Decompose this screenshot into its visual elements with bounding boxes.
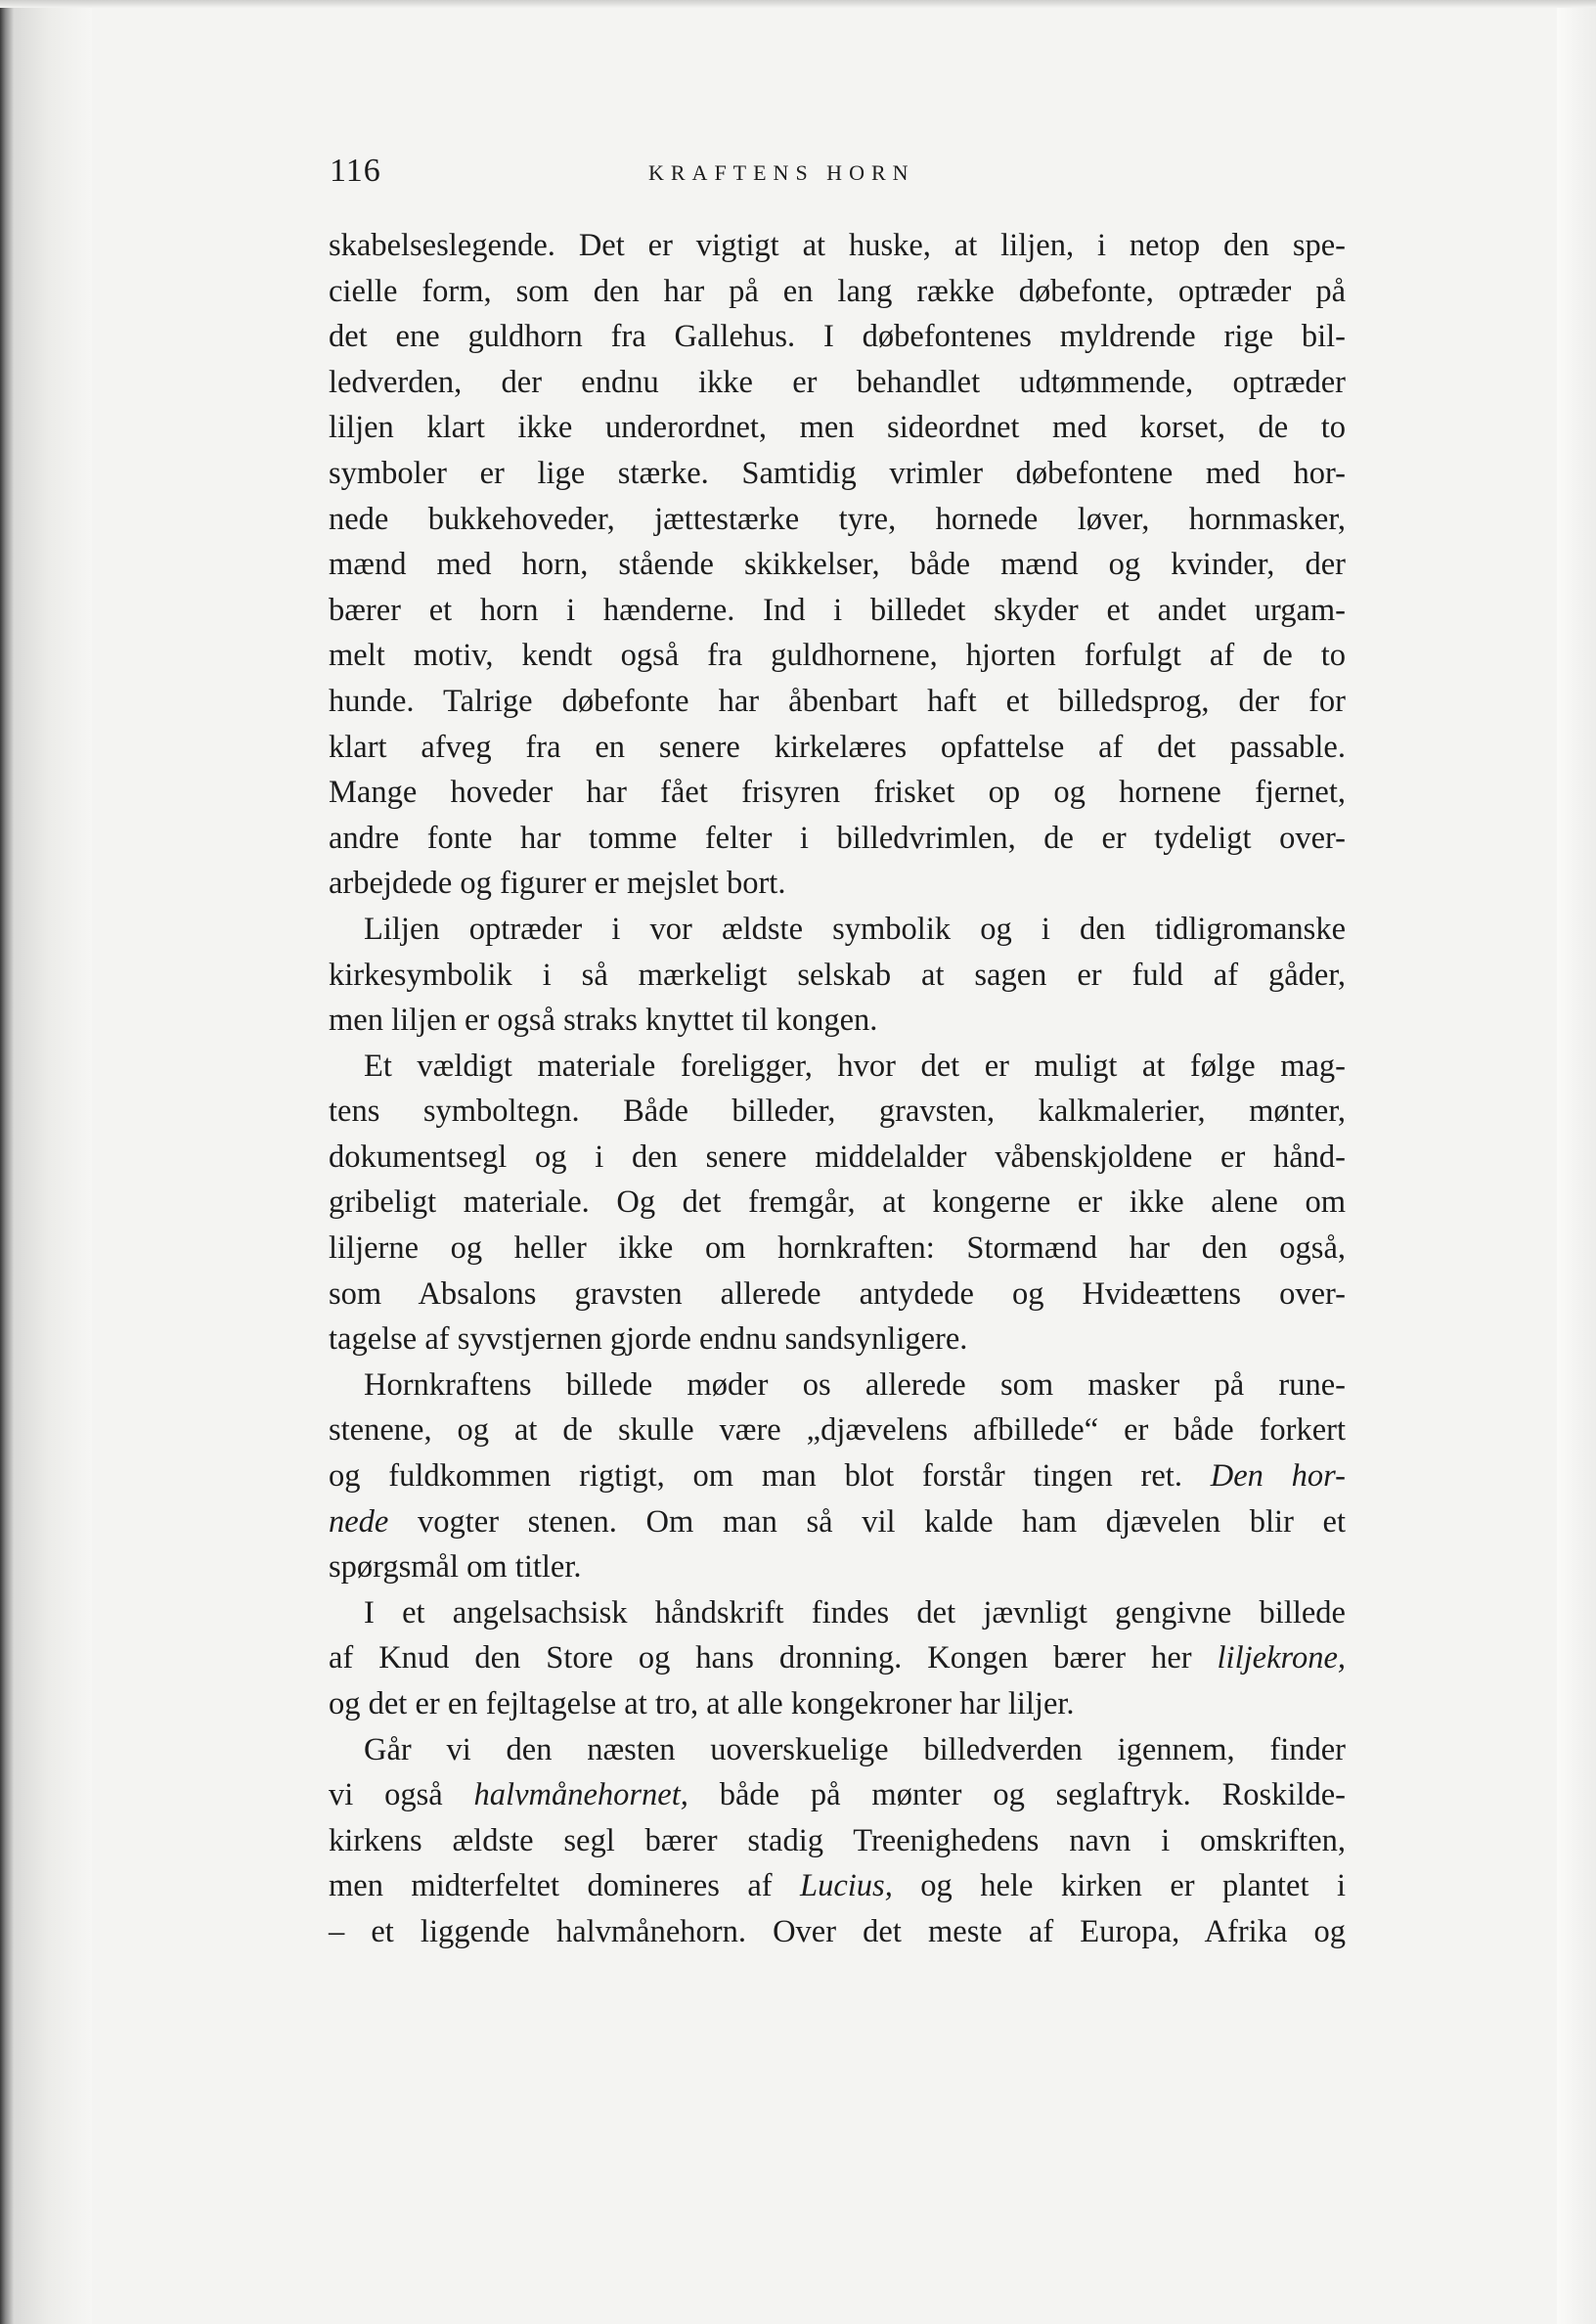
text-line: – et liggende halvmånehorn. Over det meste af Europa, Afrika og (329, 1913, 1346, 1949)
running-title: KRAFTENS HORN (648, 160, 915, 185)
text-line: stenene, og at de skulle være „djævelens afbillede“ er både forkert (329, 1412, 1346, 1449)
text-line: men liljen er også straks knyttet til kongen. (329, 1003, 878, 1039)
body-text (329, 223, 1346, 1955)
text-line: melt motiv, kendt også fra guldhornene, hjorten forfulgt af de to (329, 638, 1346, 674)
text-line: Hornkraftens billede møder os allerede som masker på rune- (364, 1366, 1346, 1403)
text-line: I et angelsachsisk håndskrift findes det jævnligt gengivne billede (364, 1594, 1346, 1631)
text-line: liljerne og heller ikke om hornkraften: Stormænd har den også, (329, 1230, 1346, 1267)
text-line: cielle form, som den har på en lang række døbefonte, optræder på (329, 273, 1346, 309)
text-line: som Absalons gravsten allerede antydede og Hvideættens over- (329, 1275, 1346, 1312)
page-edge (1557, 0, 1596, 2324)
text-line: Mange hoveder har fået frisyren frisket op og hornene fjernet, (329, 775, 1346, 811)
text-line: liljen klart ikke underordnet, men sideordnet med korset, de to (329, 410, 1346, 446)
text-line: bærer et horn i hænderne. Ind i billedet skyder et andet urgam- (329, 592, 1346, 628)
text-line: skabelseslegende. Det er vigtigt at huske, at liljen, i netop den spe- (329, 228, 1346, 263)
text-line: tagelse af syvstjernen gjorde endnu sandsynligere. (329, 1321, 968, 1358)
running-header (0, 149, 1596, 198)
text-line: kirkens ældste segl bærer stadig Treenighedens navn i omskriften, (329, 1822, 1346, 1858)
text-line: nede bukkehoveder, jættestærke tyre, hornede løver, hornmasker, (329, 501, 1346, 537)
text-line: kirkesymbolik i så mærkeligt selskab at sagen er fuld af gåder, (329, 957, 1346, 993)
text-line: arbejdede og figurer er mejslet bort. (329, 866, 786, 902)
text-line: og fuldkommen rigtigt, om man blot forstår tingen ret. Den hor- (329, 1458, 1347, 1495)
page-top-edge (0, 0, 1596, 8)
text-line: klart afveg fra en senere kirkelæres opfattelse af det passable. (329, 729, 1346, 765)
text-line: andre fonte har tomme felter i billedvrimlen, de er tydeligt over- (329, 820, 1346, 856)
text-line: men midterfeltet domineres af Lucius, og hele kirken er plantet i (329, 1868, 1346, 1904)
text-line: hunde. Talrige døbefonte har åbenbart haft et billedsprog, der for (329, 683, 1346, 719)
text-line: tens symboltegn. Både billeder, gravsten, kalkmalerier, mønter, (329, 1094, 1346, 1130)
text-line: gribeligt materiale. Og det fremgår, at kongerne er ikke alene om (329, 1184, 1346, 1221)
page-number: 116 (330, 153, 381, 189)
text-line: Et vældigt materiale foreligger, hvor det er muligt at følge mag- (364, 1048, 1346, 1084)
text-line: nede vogter stenen. Om man så vil kalde ham djævelen blir et (329, 1503, 1346, 1540)
text-line: mænd med horn, stående skikkelser, både mænd og kvinder, der (329, 547, 1346, 583)
text-line: Går vi den næsten uoverskuelige billedverden igennem, finder (364, 1731, 1346, 1767)
text-line: det ene guldhorn fra Gallehus. I døbefontenes myldrende rige bil- (329, 319, 1346, 355)
text-line: af Knud den Store og hans dronning. Kongen bærer her liljekrone, (329, 1640, 1346, 1676)
book-binding-shadow (0, 0, 14, 2324)
text-line: symboler er lige stærke. Samtidig vrimler døbefontene med hor- (329, 455, 1346, 491)
text-line: ledverden, der endnu ikke er behandlet udtømmende, optræder (329, 364, 1346, 400)
text-line: Liljen optræder i vor ældste symbolik og i den tidligromanske (364, 911, 1346, 947)
page-gutter (14, 0, 92, 2324)
text-line: vi også halvmånehornet, både på mønter og seglaftryk. Roskilde- (329, 1777, 1346, 1813)
text-line: spørgsmål om titler. (329, 1549, 582, 1586)
text-line: og det er en fejltagelse at tro, at alle kongekroner har liljer. (329, 1686, 1075, 1721)
text-line: dokumentsegl og i den senere middelalder våbenskjoldene er hånd- (329, 1139, 1346, 1175)
